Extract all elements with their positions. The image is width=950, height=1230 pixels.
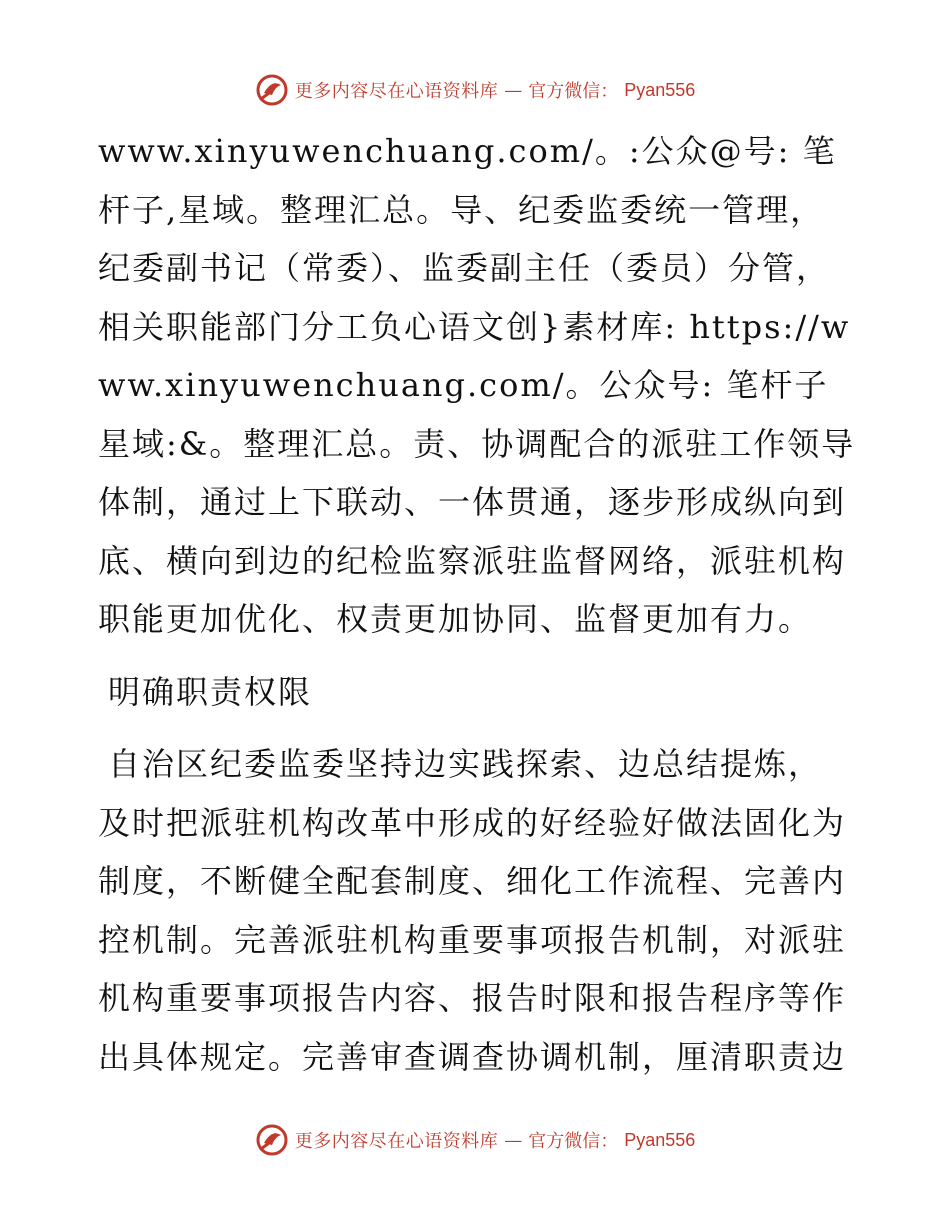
paragraph — [98, 735, 858, 1086]
paragraph: www.xinyuwenchuang.com/。:公众@号: 笔杆子,星域。整理汇总。导、纪委监委统一管理，纪委副书记（常委）、监委副主任（委员）分管，相关职能部门分工负心语文创}素材库: https://www.xinyuwenchuang.com/。公众号: 笔杆子星域:&。整理汇总。责、协调配合的派驻工作领导体制，通过上下联动、一体贯通，逐步形成纵向到底、横向到边的纪检监察派驻监督网络，派驻机构职能更加优化、权责更加协同、监督更加有力。 — [98, 132, 856, 638]
section-heading: 明确职责权限 — [108, 672, 313, 711]
banner-contact-label: 官方微信： — [528, 1131, 619, 1152]
document-body — [98, 122, 858, 1086]
banner-handle: Pyan556 — [624, 1129, 696, 1150]
header-banner — [0, 70, 950, 110]
banner-dash: — — [504, 1129, 523, 1151]
paragraph-first-line: 自治区纪委监委坚持边实践探索、边总结提炼， — [108, 745, 823, 783]
banner-dash: — — [504, 79, 523, 101]
logo-icon — [255, 73, 289, 107]
banner-contact-label: 官方微信： — [528, 81, 619, 102]
banner-text: 更多内容尽在心语资料库 — [294, 81, 499, 102]
paragraph-rest: 及时把派驻机构改革中形成的好经验好做法固化为制度，不断健全配套制度、细化工作流程、完善内控机制。完善派驻机构重要事项报告机制，对派驻机构重要事项报告内容、报告时限和报告程序等作出具体规定。完善审查调查协调机制，厘清职责边 — [98, 803, 847, 1076]
banner-handle: Pyan556 — [624, 79, 696, 100]
footer-banner — [0, 1120, 950, 1160]
banner-text: 更多内容尽在心语资料库 — [294, 1131, 499, 1152]
logo-icon — [255, 1123, 289, 1157]
